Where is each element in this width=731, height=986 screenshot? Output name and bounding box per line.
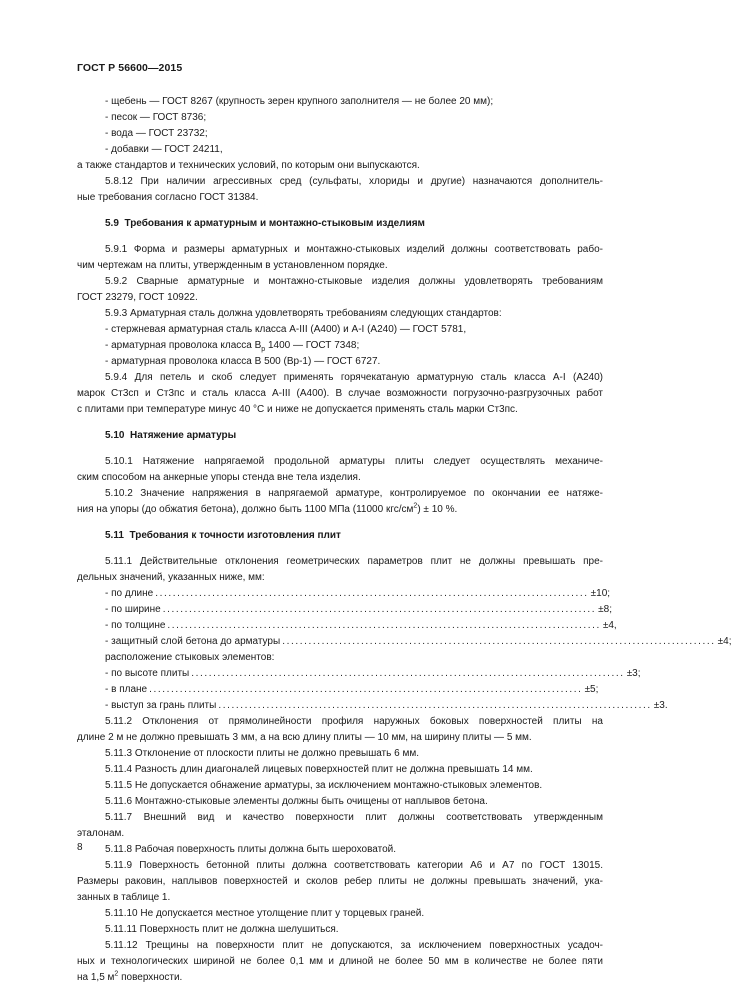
tolerance-value: ±4;: [717, 636, 731, 647]
paragraph-line: 5.11.5 Не допускается обнажение арматуры, за исключением монтажно-стыковых элементов.: [105, 780, 543, 791]
tolerance-row: [77, 634, 731, 650]
paragraph-line: 5.11.2 Отклонения от прямолинейности профиля наружных боковых поверхностей плиты на: [105, 716, 603, 727]
text-part: поверхности.: [118, 972, 183, 983]
paragraph-line: ные требования согласно ГОСТ 31384.: [77, 192, 259, 203]
paragraph-line: 5.10.2 Значение напряжения в напрягаемой арматуре, контролируемое по окончании ее натяже-: [105, 488, 603, 499]
tolerance-row: [77, 618, 617, 634]
section-title: Требования к арматурным и монтажно-стыковым изделиям: [124, 218, 425, 229]
paragraph-line: 5.11.1 Действительные отклонения геометрических параметров плит не должны превышать пре-: [105, 556, 603, 567]
paragraph-line: занных в таблице 1.: [77, 892, 171, 903]
superscript: 2: [413, 502, 418, 510]
paragraph-line: ским способом на анкерные упоры стенда вне тела изделия.: [77, 472, 361, 483]
paragraph-line: 5.9.4 Для петель и скоб следует применять горячекатаную арматурную сталь класса А-I (А240): [105, 372, 603, 383]
dot-leader: ...................................................................................................: [162, 604, 597, 615]
paragraph-line: [77, 970, 603, 986]
section-number: 5.9: [105, 218, 119, 229]
paragraph-line: Размеры раковин, наплывов поверхностей и сколов ребер плиты не должны превышать значений, ука-: [77, 876, 603, 887]
paragraph-line: 5.11.10 Не допускается местное утолщение плит у торцевых граней.: [105, 908, 425, 919]
text-part: 1400 — ГОСТ 7348;: [265, 340, 360, 351]
section-title: Требования к точности изготовления плит: [129, 530, 341, 541]
list-item: [77, 338, 603, 354]
dot-leader: ...................................................................................................: [167, 620, 601, 631]
tolerance-row: [77, 698, 668, 714]
document-header: ГОСТ Р 56600—2015: [77, 62, 183, 74]
tolerance-value: ±3.: [653, 700, 668, 711]
paragraph-line: 5.9.3 Арматурная сталь должна удовлетворять требованиям следующих стандартов:: [105, 308, 502, 319]
text-part: ) ± 10 %.: [417, 504, 458, 515]
dot-leader: ...................................................................................................: [282, 636, 716, 647]
tolerance-label: - выступ за грань плиты: [105, 700, 217, 711]
tolerance-label: - защитный слой бетона до арматуры: [105, 636, 281, 647]
section-title: Натяжение арматуры: [130, 430, 237, 441]
paragraph-line: 5.9.2 Сварные арматурные и монтажно-стыковые изделия должны удовлетворять требованиям: [105, 276, 603, 287]
page-number: 8: [77, 842, 83, 853]
list-item: - добавки — ГОСТ 24211,: [105, 144, 223, 155]
paragraph-line: 5.11.11 Поверхность плит не должна шелушиться.: [105, 924, 339, 935]
paragraph-line: 5.8.12 При наличии агрессивных сред (сульфаты, хлориды и другие) назначаются дополнитель-: [105, 176, 603, 187]
list-item: - песок — ГОСТ 8736;: [105, 112, 207, 123]
section-heading-5-10: [77, 428, 603, 444]
tolerance-row: [77, 666, 641, 682]
tolerance-label: - по высоте плиты: [105, 668, 190, 679]
tolerance-row: [77, 602, 612, 618]
text-part: - арматурная проволока класса В: [105, 340, 262, 351]
tolerance-row: [77, 682, 603, 698]
subscript: р: [261, 346, 266, 353]
paragraph-line: 5.11.8 Рабочая поверхность плиты должна быть шероховатой.: [105, 844, 397, 855]
paragraph-line: 5.9.1 Форма и размеры арматурных и монтажно-стыковых изделий должны соответствовать рабо-: [105, 244, 603, 255]
paragraph-line: [77, 502, 603, 518]
paragraph-line: длине 2 м не должно превышать 3 мм, а на всю длину плиты — 10 мм, на ширину плиты — 5 мм.: [77, 732, 532, 743]
paragraph-line: расположение стыковых элементов:: [105, 652, 275, 663]
paragraph-line: дельных значений, указанных ниже, мм:: [77, 572, 265, 583]
dot-leader: ...................................................................................................: [149, 684, 583, 695]
tolerance-label: - в плане: [105, 684, 148, 695]
paragraph-line: ГОСТ 23279, ГОСТ 10922.: [77, 292, 198, 303]
list-item: - стержневая арматурная сталь класса А-III (А400) и А-I (А240) — ГОСТ 5781,: [105, 324, 467, 335]
paragraph-line: эталонам.: [77, 828, 125, 839]
paragraph-line: с плитами при температуре минус 40 °С и ниже не допускается применять сталь марки Ст3пс.: [77, 404, 518, 415]
dot-leader: ...................................................................................................: [218, 700, 652, 711]
text-part: на 1,5 м: [77, 972, 115, 983]
tolerance-label: - по длине: [105, 588, 154, 599]
paragraph-line: 5.11.9 Поверхность бетонной плиты должна соответствовать категории А6 и А7 по ГОСТ 13015.: [105, 860, 603, 871]
list-item: - вода — ГОСТ 23732;: [105, 128, 208, 139]
paragraph-line: марок Ст3сп и Ст3пс и сталь класса А-III (А400). В случае возможности погрузочно-разгрузочных работ: [77, 388, 603, 399]
tolerance-label: - по ширине: [105, 604, 161, 615]
tolerance-value: ±4,: [602, 620, 617, 631]
section-number: 5.11: [105, 530, 124, 541]
document-body: [77, 94, 731, 986]
section-heading-5-11: [77, 528, 603, 544]
dot-leader: ...................................................................................................: [191, 668, 625, 679]
paragraph-line: ных и технологических шириной не более 0,1 мм и длиной не более 50 мм в количестве не более пяти: [77, 956, 603, 967]
paragraph-line: 5.10.1 Натяжение напрягаемой продольной арматуры плиты следует осуществлять механиче-: [105, 456, 603, 467]
text-part: ния на упоры (до обжатия бетона), должно быть 1100 МПа (11000 кгс/см: [77, 504, 414, 515]
paragraph-line: 5.11.3 Отклонение от плоскости плиты не должно превышать 6 мм.: [105, 748, 419, 759]
tolerance-value: ±8;: [598, 604, 612, 615]
paragraph-line: 5.11.12 Трещины на поверхности плит не допускаются, за исключением поверхностных усадоч-: [105, 940, 603, 951]
paragraph-line: 5.11.4 Разность длин диагоналей лицевых поверхностей плит не должна превышать 14 мм.: [105, 764, 533, 775]
paragraph-line: 5.11.7 Внешний вид и качество поверхности плит должны соответствовать утвержденным: [105, 812, 603, 823]
tolerance-row: [77, 586, 611, 602]
paragraph-line: 5.11.6 Монтажно-стыковые элементы должны быть очищены от наплывов бетона.: [105, 796, 488, 807]
tolerance-value: ±3;: [626, 668, 641, 679]
paragraph-line: а также стандартов и технических условий, по которым они выпускаются.: [77, 160, 420, 171]
section-heading-5-9: [77, 216, 603, 232]
section-number: 5.10: [105, 430, 125, 441]
list-item: - арматурная проволока класса В 500 (Вр-1) — ГОСТ 6727.: [105, 356, 381, 367]
paragraph-line: чим чертежам на плиты, утвержденным в установленном порядке.: [77, 260, 388, 271]
tolerance-label: - по толщине: [105, 620, 166, 631]
tolerance-value: ±10;: [590, 588, 611, 599]
superscript: 2: [114, 970, 119, 978]
list-item: - щебень — ГОСТ 8267 (крупность зерен крупного заполнителя — не более 20 мм);: [105, 96, 494, 107]
dot-leader: ...................................................................................................: [155, 588, 589, 599]
tolerance-value: ±5;: [584, 684, 599, 695]
